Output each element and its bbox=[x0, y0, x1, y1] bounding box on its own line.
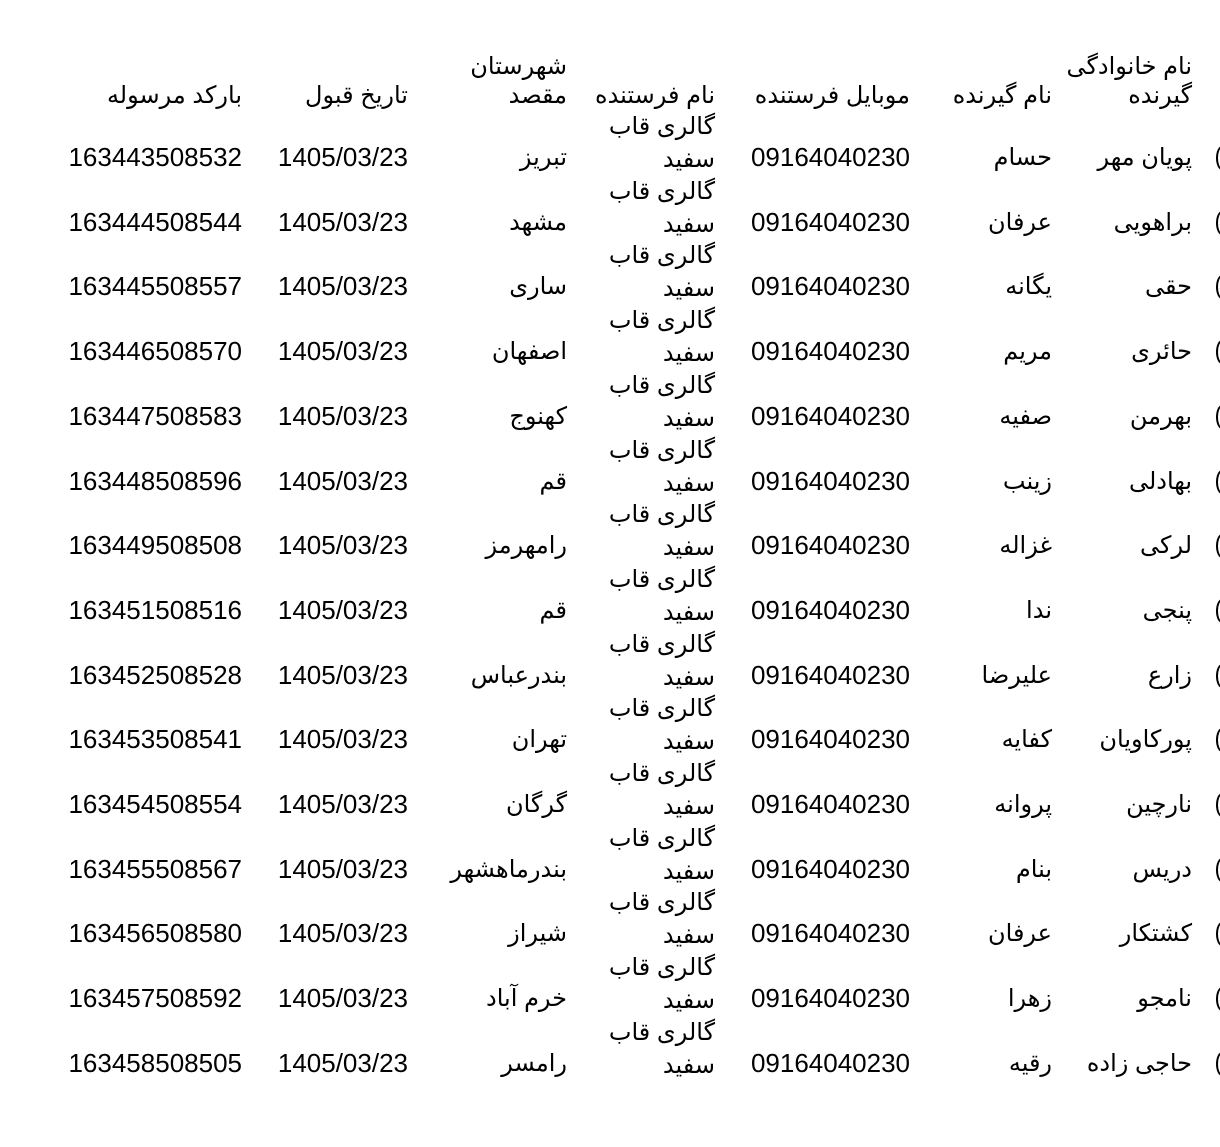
sender-name-line1-cell: گالری قاب bbox=[608, 889, 715, 917]
row-edge-mark-icon bbox=[1216, 405, 1220, 429]
sender-name-line1-cell: گالری قاب bbox=[608, 242, 715, 270]
recipient-name-cell: بنام bbox=[1015, 855, 1052, 883]
sender-name-line2-cell: سفید bbox=[662, 534, 715, 562]
recipient-family-cell: دریس bbox=[1132, 855, 1192, 883]
sender-mobile-cell: 09164040230 bbox=[750, 594, 910, 625]
recipient-family-cell: زارع bbox=[1147, 661, 1192, 689]
sender-mobile-cell: 09164040230 bbox=[750, 1047, 910, 1078]
recipient-name-cell: یگانه bbox=[1005, 273, 1052, 301]
table-row bbox=[0, 757, 1220, 822]
destination-city-cell: مشهد bbox=[509, 208, 567, 236]
barcode-cell: 163447508583 bbox=[68, 400, 242, 431]
sender-name-line2-cell: سفید bbox=[662, 663, 715, 691]
destination-city-cell: گرگان bbox=[505, 791, 567, 818]
row-edge-mark-icon bbox=[1216, 858, 1220, 882]
acceptance-date-cell: 1405/03/23 bbox=[277, 918, 408, 949]
sender-name-line1-cell: گالری قاب bbox=[608, 307, 715, 335]
row-edge-mark-icon bbox=[1216, 470, 1220, 494]
recipient-name-cell: زینب bbox=[1002, 467, 1052, 495]
destination-city-cell: خرم آباد bbox=[486, 985, 567, 1013]
destination-city-cell: اصفهان bbox=[491, 338, 567, 366]
table-row bbox=[0, 886, 1220, 951]
acceptance-date-cell: 1405/03/23 bbox=[277, 400, 408, 431]
recipient-name-cell: رقیه bbox=[1008, 1049, 1052, 1077]
sender-name-line2-cell: سفید bbox=[662, 275, 715, 303]
recipient-family-cell: نارچین bbox=[1126, 791, 1192, 818]
sender-name-line1-cell: گالری قاب bbox=[608, 1018, 715, 1046]
barcode-cell: 163453508541 bbox=[68, 724, 242, 755]
recipient-family-cell: لرکی bbox=[1140, 532, 1192, 560]
acceptance-date-cell: 1405/03/23 bbox=[277, 206, 408, 237]
sender-mobile-cell: 09164040230 bbox=[750, 853, 910, 884]
row-edge-mark-icon bbox=[1216, 987, 1220, 1011]
barcode-cell: 163443508532 bbox=[68, 142, 242, 172]
header-barcode-text: بارکد مرسوله bbox=[106, 82, 242, 109]
barcode-cell: 163444508544 bbox=[68, 206, 242, 237]
barcode-cell: 163451508516 bbox=[68, 594, 242, 625]
table-row bbox=[0, 628, 1220, 693]
barcode-cell: 163449508508 bbox=[68, 530, 242, 561]
destination-city-cell: بندرماهشهر bbox=[450, 855, 567, 883]
barcode-cell: 163458508505 bbox=[68, 1047, 242, 1078]
sender-name-line2-cell: سفید bbox=[662, 793, 715, 820]
sender-mobile-cell: 09164040230 bbox=[750, 530, 910, 561]
sender-name-line2-cell: سفید bbox=[662, 404, 715, 432]
header-acceptance-date-text: تاریخ قبول bbox=[305, 82, 408, 109]
recipient-family-cell: پورکاویان bbox=[1099, 726, 1192, 754]
destination-city-cell: قم bbox=[539, 467, 567, 495]
row-edge-mark-icon bbox=[1216, 211, 1220, 235]
sender-mobile-cell: 09164040230 bbox=[750, 659, 910, 690]
recipient-family-cell: بهرمن bbox=[1129, 402, 1192, 430]
barcode-cell: 163448508596 bbox=[68, 465, 242, 496]
recipient-family-cell: پویان مهر bbox=[1097, 144, 1192, 171]
barcode-cell: 163457508592 bbox=[68, 983, 242, 1014]
destination-city-cell: قم bbox=[539, 596, 567, 624]
acceptance-date-cell: 1405/03/23 bbox=[277, 594, 408, 625]
sender-name-line2-cell: سفید bbox=[662, 857, 715, 885]
table-row bbox=[0, 434, 1220, 499]
sender-mobile-cell: 09164040230 bbox=[750, 789, 910, 819]
sender-mobile-cell: 09164040230 bbox=[750, 336, 910, 367]
recipient-name-cell: غزاله bbox=[999, 532, 1052, 560]
table-header bbox=[0, 48, 1220, 110]
header-destination-city-line2: مقصد bbox=[508, 82, 567, 109]
sender-name-line1-cell: گالری قاب bbox=[608, 177, 715, 205]
row-edge-mark-icon bbox=[1216, 1052, 1220, 1076]
recipient-family-cell: حائری bbox=[1131, 338, 1192, 366]
barcode-cell: 163456508580 bbox=[68, 918, 242, 949]
sender-name-line2-cell: سفید bbox=[662, 1051, 715, 1079]
table-row bbox=[0, 304, 1220, 369]
header-recipient-name-text: نام گیرنده bbox=[952, 82, 1052, 109]
header-destination-city bbox=[470, 52, 567, 110]
sender-name-line2-cell: سفید bbox=[662, 340, 715, 368]
destination-city-cell: تبریز bbox=[519, 144, 567, 171]
acceptance-date-cell: 1405/03/23 bbox=[277, 853, 408, 884]
acceptance-date-cell: 1405/03/23 bbox=[277, 1047, 408, 1078]
sender-name-line1-cell: گالری قاب bbox=[608, 565, 715, 593]
header-sender-name-text: نام فرستنده bbox=[595, 82, 715, 109]
recipient-family-cell: بهادلی bbox=[1128, 467, 1192, 495]
sender-name-line1-cell: گالری قاب bbox=[608, 954, 715, 982]
table-row bbox=[0, 110, 1220, 175]
sender-name-line2-cell: سفید bbox=[662, 210, 715, 238]
table-row bbox=[0, 822, 1220, 887]
sender-mobile-cell: 09164040230 bbox=[750, 271, 910, 302]
recipient-name-cell: عرفان bbox=[988, 208, 1052, 236]
sender-mobile-cell: 09164040230 bbox=[750, 724, 910, 755]
destination-city-cell: تهران bbox=[511, 726, 567, 754]
acceptance-date-cell: 1405/03/23 bbox=[277, 336, 408, 367]
acceptance-date-cell: 1405/03/23 bbox=[277, 142, 408, 172]
table-row bbox=[0, 175, 1220, 240]
recipient-name-cell: ندا bbox=[1026, 596, 1052, 624]
row-edge-mark-icon bbox=[1216, 793, 1220, 817]
acceptance-date-cell: 1405/03/23 bbox=[277, 271, 408, 302]
acceptance-date-cell: 1405/03/23 bbox=[277, 530, 408, 561]
header-recipient-family bbox=[1066, 52, 1192, 110]
barcode-cell: 163446508570 bbox=[68, 336, 242, 367]
sender-name-line2-cell: سفید bbox=[662, 728, 715, 756]
destination-city-cell: شیراز bbox=[508, 920, 567, 948]
recipient-name-cell: عرفان bbox=[988, 920, 1052, 948]
destination-city-cell: رامسر bbox=[501, 1049, 567, 1077]
sender-name-line2-cell: سفید bbox=[662, 987, 715, 1015]
recipient-name-cell: حسام bbox=[993, 144, 1052, 171]
acceptance-date-cell: 1405/03/23 bbox=[277, 789, 408, 819]
header-sender-mobile-text: موبایل فرستنده bbox=[754, 82, 910, 109]
header-sender-name bbox=[595, 81, 715, 110]
sender-name-line1-cell: گالری قاب bbox=[608, 436, 715, 464]
row-edge-mark-icon bbox=[1216, 599, 1220, 623]
sender-name-line1-cell: گالری قاب bbox=[608, 630, 715, 658]
sender-name-line2-cell: سفید bbox=[662, 598, 715, 626]
row-edge-mark-icon bbox=[1216, 922, 1220, 946]
sender-mobile-cell: 09164040230 bbox=[750, 918, 910, 949]
header-sender-mobile bbox=[755, 81, 910, 110]
header-destination-city-line1: شهرستان bbox=[470, 53, 567, 80]
recipient-name-cell: علیرضا bbox=[981, 661, 1052, 689]
header-acceptance-date bbox=[305, 81, 408, 110]
header-barcode bbox=[107, 81, 242, 110]
recipient-name-cell: صفیه bbox=[999, 402, 1052, 430]
sender-mobile-cell: 09164040230 bbox=[750, 983, 910, 1014]
recipient-name-cell: زهرا bbox=[1007, 985, 1052, 1013]
recipient-name-cell: پروانه bbox=[994, 791, 1052, 818]
acceptance-date-cell: 1405/03/23 bbox=[277, 724, 408, 755]
header-recipient-family-line1: نام خانوادگی bbox=[1066, 53, 1192, 80]
header-recipient-name bbox=[953, 81, 1052, 110]
destination-city-cell: کهنوج bbox=[509, 402, 567, 430]
table-row bbox=[0, 951, 1220, 1016]
sender-name-line2-cell: سفید bbox=[662, 146, 715, 173]
acceptance-date-cell: 1405/03/23 bbox=[277, 465, 408, 496]
barcode-cell: 163445508557 bbox=[68, 271, 242, 302]
table-row bbox=[0, 498, 1220, 563]
sender-name-line1-cell: گالری قاب bbox=[608, 113, 715, 140]
barcode-cell: 163454508554 bbox=[68, 789, 242, 819]
destination-city-cell: ساری bbox=[509, 273, 567, 301]
sender-name-line1-cell: گالری قاب bbox=[608, 695, 715, 723]
sender-mobile-cell: 09164040230 bbox=[750, 400, 910, 431]
row-edge-mark-icon bbox=[1216, 664, 1220, 688]
acceptance-date-cell: 1405/03/23 bbox=[277, 659, 408, 690]
recipient-name-cell: مریم bbox=[1003, 338, 1052, 366]
sender-mobile-cell: 09164040230 bbox=[750, 465, 910, 496]
table-row bbox=[0, 1016, 1220, 1081]
sender-name-line1-cell: گالری قاب bbox=[608, 824, 715, 852]
barcode-cell: 163452508528 bbox=[68, 659, 242, 690]
sender-name-line2-cell: سفید bbox=[662, 922, 715, 950]
row-edge-mark-icon bbox=[1216, 275, 1220, 299]
header-recipient-family-line2: گیرنده bbox=[1128, 82, 1192, 109]
acceptance-date-cell: 1405/03/23 bbox=[277, 983, 408, 1014]
row-edge-mark-icon bbox=[1216, 728, 1220, 752]
row-edge-mark-icon bbox=[1216, 534, 1220, 558]
recipient-family-cell: پنجی bbox=[1142, 596, 1192, 624]
table-row bbox=[0, 239, 1220, 304]
sender-mobile-cell: 09164040230 bbox=[750, 142, 910, 172]
recipient-name-cell: کفایه bbox=[1001, 726, 1052, 754]
sender-mobile-cell: 09164040230 bbox=[750, 206, 910, 237]
barcode-cell: 163455508567 bbox=[68, 853, 242, 884]
sender-name-line1-cell: گالری قاب bbox=[608, 501, 715, 529]
sender-name-line2-cell: سفید bbox=[662, 469, 715, 497]
recipient-family-cell: کشتکار bbox=[1119, 920, 1192, 948]
recipient-family-cell: حقی bbox=[1145, 273, 1192, 301]
recipient-family-cell: نامجو bbox=[1137, 985, 1192, 1013]
sender-name-line1-cell: گالری قاب bbox=[608, 760, 715, 787]
table-row bbox=[0, 563, 1220, 628]
row-edge-mark-icon bbox=[1216, 340, 1220, 364]
table-row bbox=[0, 369, 1220, 434]
sender-name-line1-cell: گالری قاب bbox=[608, 371, 715, 399]
row-edge-mark-icon bbox=[1216, 146, 1220, 170]
destination-city-cell: رامهرمز bbox=[485, 532, 567, 560]
recipient-family-cell: حاجی زاده bbox=[1086, 1049, 1192, 1077]
destination-city-cell: بندرعباس bbox=[470, 661, 567, 689]
recipient-family-cell: براهویی bbox=[1113, 208, 1192, 236]
table-row bbox=[0, 692, 1220, 757]
